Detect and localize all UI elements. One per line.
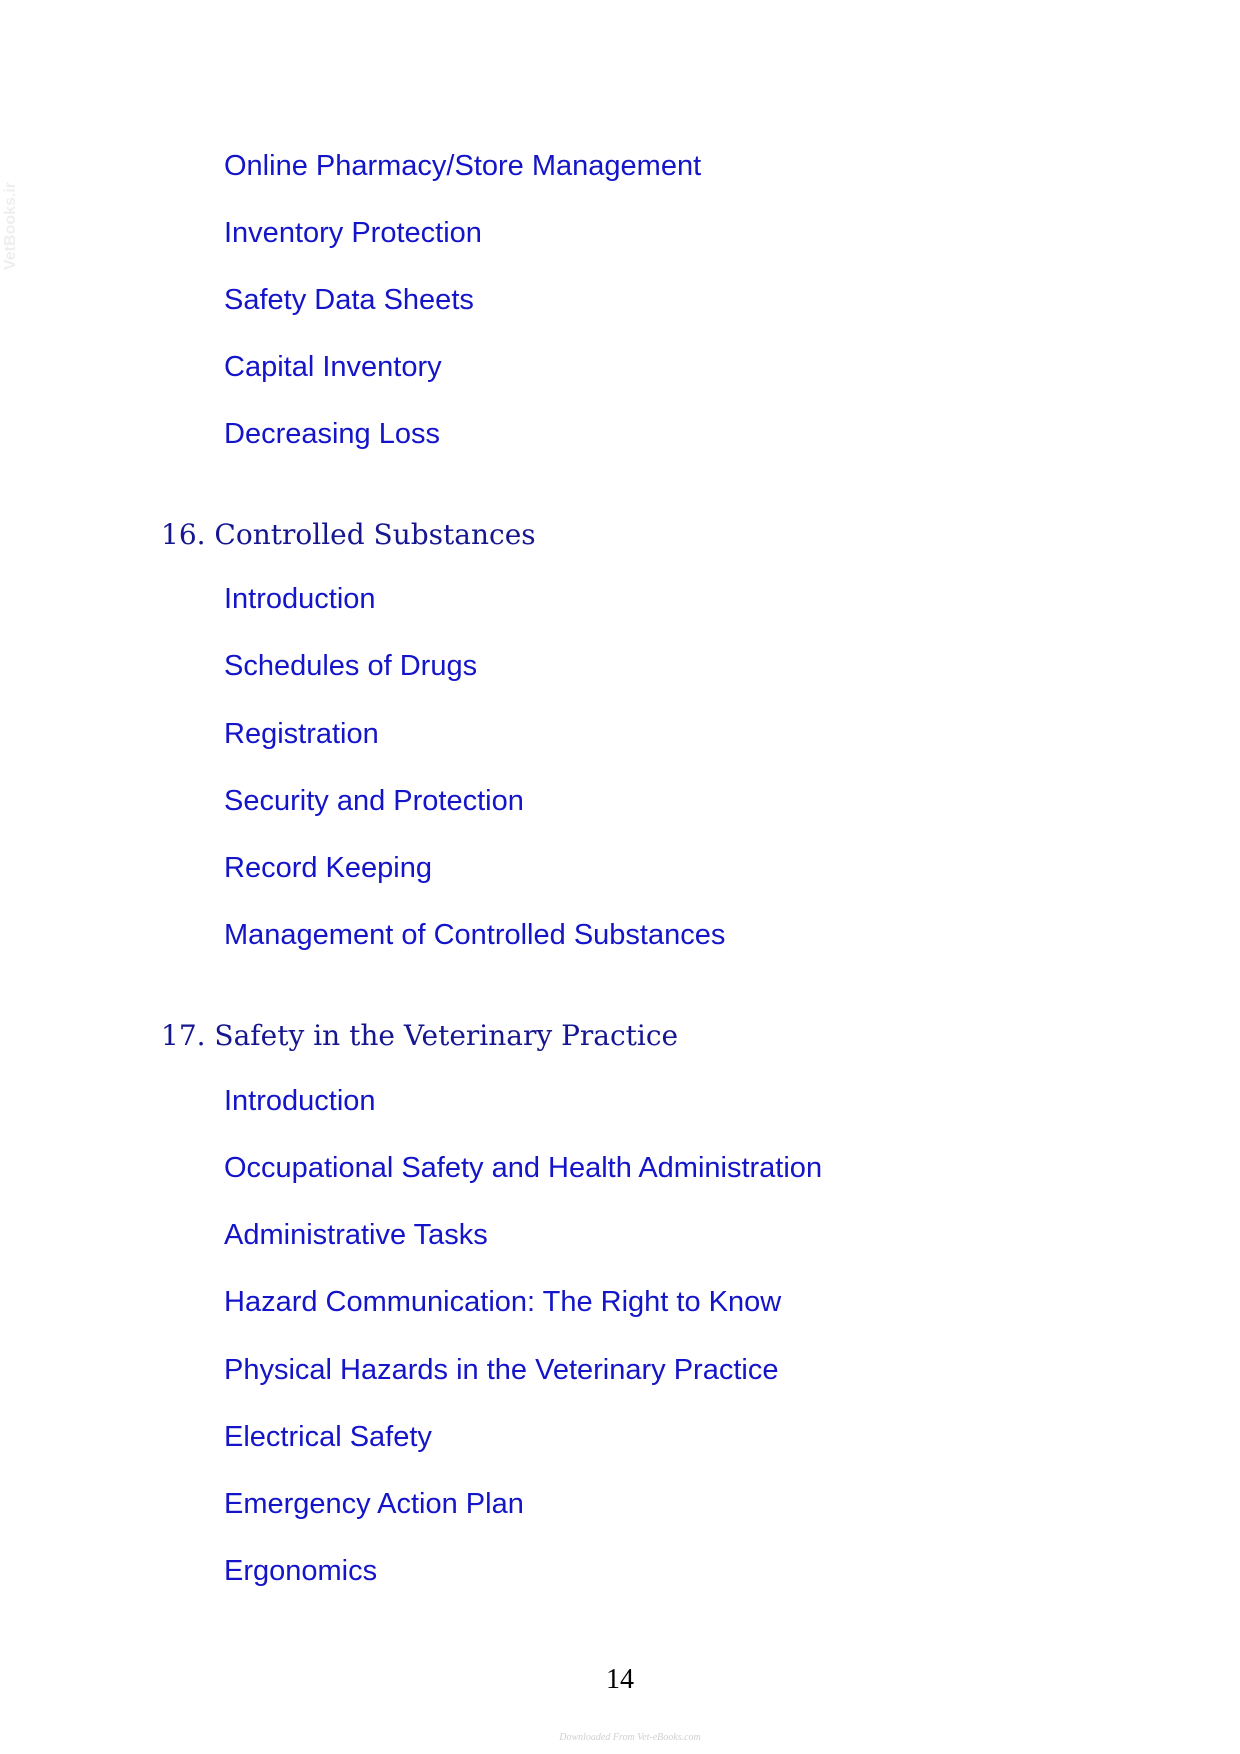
toc-link-inventory-protection[interactable]: Inventory Protection	[224, 217, 482, 249]
toc-link-record-keeping[interactable]: Record Keeping	[224, 852, 432, 884]
toc-link-security-and-protection[interactable]: Security and Protection	[224, 785, 524, 817]
toc-link-electrical-safety[interactable]: Electrical Safety	[224, 1421, 432, 1453]
toc-link-management-of-controlled-substances[interactable]: Management of Controlled Substances	[224, 919, 726, 951]
toc-link-ergonomics[interactable]: Ergonomics	[224, 1555, 378, 1587]
toc-link-ch16-introduction[interactable]: Introduction	[224, 583, 376, 615]
toc-link-decreasing-loss[interactable]: Decreasing Loss	[224, 418, 440, 450]
toc-link-emergency-action-plan[interactable]: Emergency Action Plan	[224, 1488, 524, 1520]
page-number: 14	[606, 1664, 634, 1695]
toc-link-occupational-safety-and-health-administration[interactable]: Occupational Safety and Health Administration	[224, 1152, 823, 1184]
toc-link-ch17-introduction[interactable]: Introduction	[224, 1085, 376, 1117]
toc-link-online-pharmacy-store-management[interactable]: Online Pharmacy/Store Management	[224, 150, 702, 182]
toc-link-physical-hazards[interactable]: Physical Hazards in the Veterinary Practice	[224, 1354, 779, 1386]
side-watermark: VetBooks.ir	[2, 181, 19, 270]
toc-link-registration[interactable]: Registration	[224, 718, 379, 750]
toc-chapter-16-controlled-substances[interactable]: 16. Controlled Substances	[161, 518, 536, 551]
toc-chapter-17-safety-in-the-veterinary-practice[interactable]: 17. Safety in the Veterinary Practice	[161, 1019, 679, 1052]
toc-link-schedules-of-drugs[interactable]: Schedules of Drugs	[224, 650, 478, 682]
toc-link-hazard-communication[interactable]: Hazard Communication: The Right to Know	[224, 1286, 782, 1318]
footer-watermark: Downloaded From Vet-eBooks.com	[559, 1732, 701, 1743]
toc-link-safety-data-sheets[interactable]: Safety Data Sheets	[224, 284, 474, 316]
toc-link-administrative-tasks[interactable]: Administrative Tasks	[224, 1219, 488, 1251]
toc-link-capital-inventory[interactable]: Capital Inventory	[224, 351, 442, 383]
